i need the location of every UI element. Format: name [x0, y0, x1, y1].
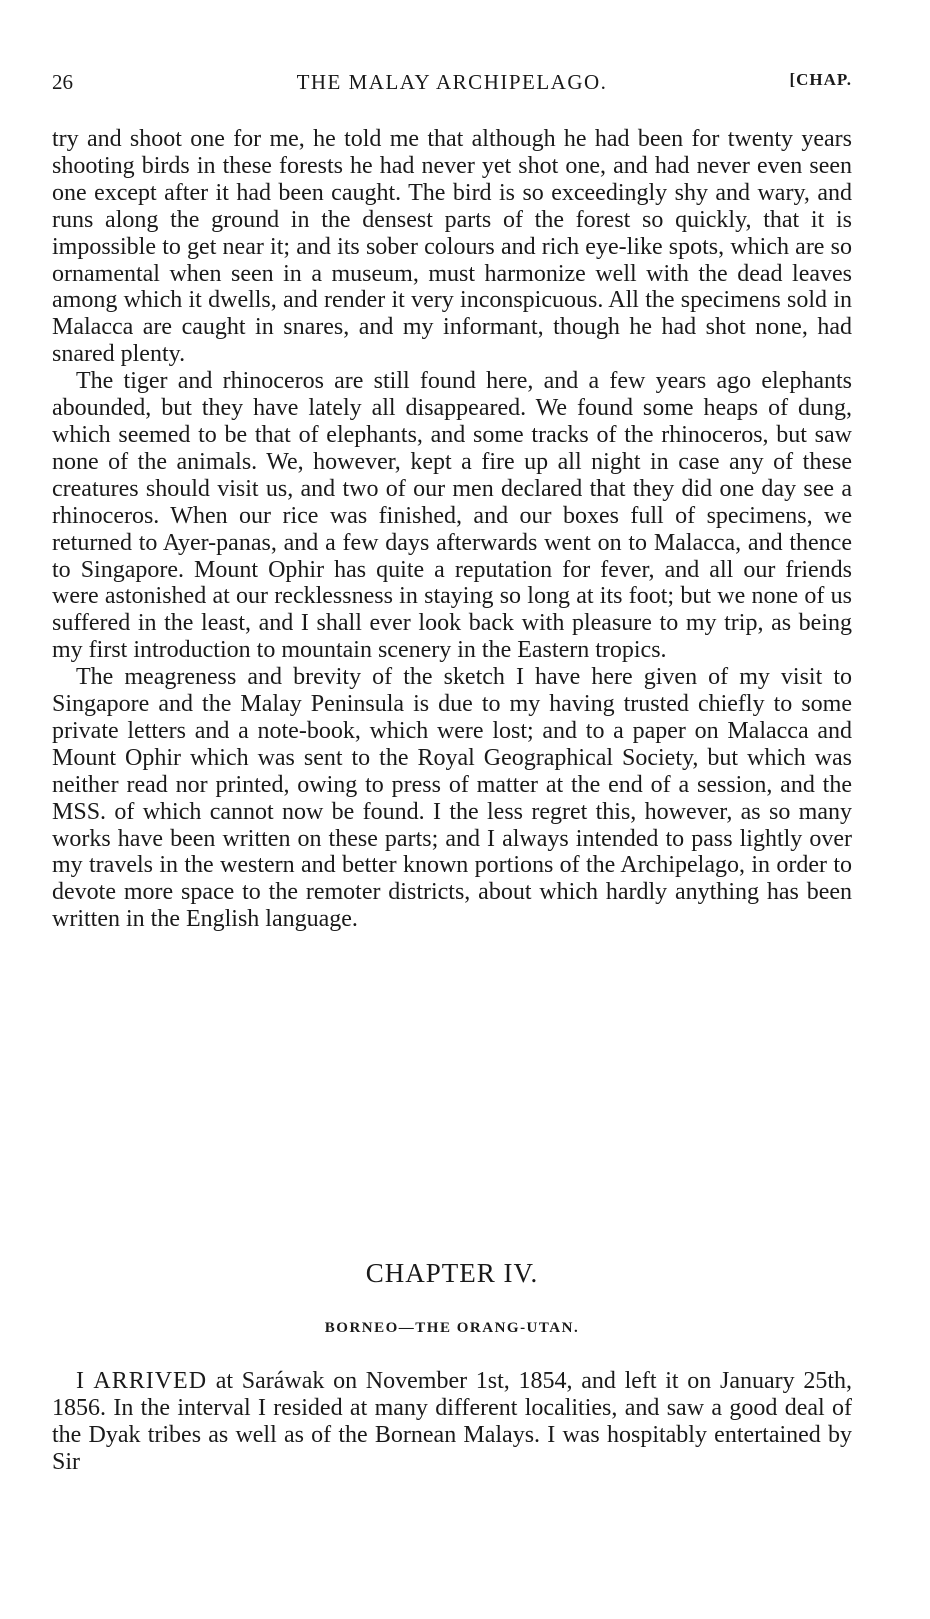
- opening-text: at Saráwak on November 1st, 1854, and left it on January 25th, 1856. In the interval I resided at many different localities, and saw a good deal of the Dyak tribes as well as of the Bornean Malays. I was hospitably entertained by Sir: [52, 1368, 852, 1475]
- paragraph-3: The meagreness and brevity of the sketch I have here given of my visit to Singapore and the Malay Peninsula is due to my having trusted chiefly to some private letters and a note-book, which were lost; and to a paper on Malacca and Mount Ophir which was sent to the Royal Geographical Society, but which was neither read nor printed, owing to press of matter at the end of a session, and the MSS. of which cannot now be found. I the less regret this, however, as so many works have been written on these parts; and I always intended to pass lightly over my travels in the western and better known portions of the Archipelago, in order to devote more space to the remoter districts, about which hardly anything has been written in the English language.: [52, 664, 852, 933]
- running-title: THE MALAY ARCHIPELAGO.: [296, 70, 608, 94]
- chapter-heading: CHAPTER IV.: [365, 1258, 539, 1288]
- chapter-opening-paragraph: [52, 1368, 852, 1476]
- opening-word: I ARRIVED: [76, 1368, 208, 1394]
- page-number: 26: [52, 70, 73, 94]
- chapter-mark: [CHAP.: [789, 70, 852, 89]
- chapter-opening: [52, 1368, 852, 1476]
- page-header: [52, 70, 852, 100]
- paragraph-2: The tiger and rhinoceros are still found here, and a few years ago elephants abounded, but they have lately all disappeared. We found some heaps of dung, which seemed to be that of elephants, and some tracks of the rhinoceros, but saw none of the animals. We, however, kept a fire up all night in case any of these creatures should visit us, and two of our men declared that they did one day see a rhinoceros. When our rice was finished, and our boxes full of specimens, we returned to Ayer-panas, and a few days afterwards went on to Malacca, and thence to Singapore. Mount Ophir has quite a reputation for fever, and all our friends were astonished at our recklessness in staying so long at its foot; but we none of us suffered in the least, and I shall ever look back with pleasure to my trip, as being my first introduction to mountain scenery in the Eastern tropics.: [52, 368, 852, 664]
- chapter-subtitle: BORNEO—THE ORANG-UTAN.: [324, 1320, 580, 1336]
- paragraph-1: try and shoot one for me, he told me that although he had been for twenty years shooting birds in these forests he had never yet shot one, and had never even seen one except after it had been caught. The bird is so exceedingly shy and wary, and runs along the ground in the densest parts of the forest so quickly, that it is impossible to get near it; and its sober colours and rich eye-like spots, which are so ornamental when seen in a museum, must harmonize well with the dead leaves among which it dwells, and render it very inconspicuous. All the specimens sold in Malacca are caught in snares, and my informant, though he had shot none, had snared plenty.: [52, 126, 852, 368]
- body-text: [52, 126, 852, 933]
